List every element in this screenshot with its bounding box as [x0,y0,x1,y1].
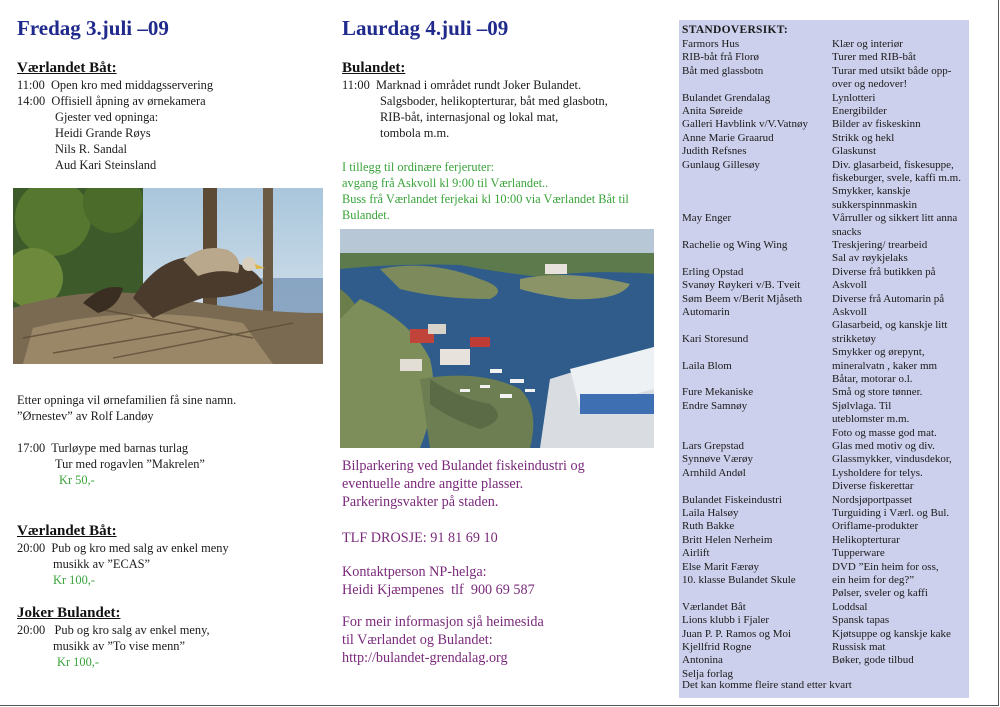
friday-sec2-heading: Værlandet Båt: [17,523,117,539]
stand-description: Smykker, kanskje [832,185,911,198]
eagle-nest-photo [13,188,323,364]
parking-line: Parkeringsvakter på staden. [342,494,499,510]
stand-name: 10. klasse Bulandet Skule [682,574,796,586]
friday-sec2-line: musikk av ”ECAS” [53,557,151,571]
stand-description: Turar med utsikt både opp- [832,64,952,77]
stand-name: Erling Opstad [682,265,744,278]
stand-description: Glaskunst [832,145,876,158]
stand-description: uteblomster m.m. [832,413,910,426]
ferry-info [342,159,629,223]
parking-info [342,457,585,511]
ferry-line: I tillegg til ordinære ferjeruter: [342,160,495,174]
stand-description: fiskeburger, svele, kaffi m.m. [832,172,961,184]
saturday-line: 11:00 Marknad i området rundt Joker Bulandet. [342,78,582,92]
parking-line: eventuelle andre angitte plasser. [342,476,524,492]
walk-line: 17:00 Turløype med barnas turlag [17,441,189,455]
stand-description: Diverse frå Automarin på [832,292,945,305]
friday-sec2-line: 20:00 Pub og kro med salg av enkel meny [17,541,229,555]
stand-description: Strikk og hekl [832,131,895,144]
stand-name: Automarin [682,306,730,318]
stand-description: Glassmykker, vindusdekor, [832,453,952,466]
naming-text: Etter opninga vil ørnefamilien få sine namn. [17,393,237,407]
stand-description: Lynlotteri [832,91,876,104]
stand-description: Foto og masse god mat. [832,426,937,439]
stand-description: Båtar, motorar o.l. [832,373,913,385]
stand-description: Diverse frå butikken på [832,265,936,278]
stand-name: Lars Grepstad [682,440,745,452]
stand-footer: Det kan komme fleire stand etter kvart [682,679,852,691]
saturday-title: Laurdag 4.juli –09 [342,16,509,40]
friday-walk [17,440,205,488]
stand-name: Anne Marie Graarud [682,131,774,144]
stand-name: Else Marit Færøy [682,560,759,573]
contact-line: Heidi Kjæmpenes tlf 900 69 587 [342,582,535,598]
friday-sec3 [17,605,210,670]
stand-description: Turguiding i Værl. og Bul. [832,507,950,519]
more-info [342,613,544,667]
contact-info [342,563,535,599]
saturday-line: RIB-båt, internasjonal og lokal mat, [380,110,559,124]
stand-description: Nordsjøportpasset [832,493,913,506]
friday-sec3-price: Kr 100,- [57,655,99,669]
stand-description: Kjøtsuppe og kanskje kake [832,627,951,640]
stand-name: Fure Mekaniske [682,386,754,399]
stand-name: Endre Samnøy [682,399,748,412]
saturday-column [342,16,662,41]
friday-sec2 [17,523,229,588]
stand-description: Energibilder [832,105,887,117]
stand-description: Pølser, sveler og kaffi [832,587,928,600]
stand-name: Synnøve Værøy [682,453,753,466]
stand-name: Galleri Havblink v/V.Vatnøy [682,118,808,131]
saturday-heading: Bulandet: [342,60,406,76]
stand-description: Diverse fiskerettar [832,480,914,493]
stand-name: Airlift [682,547,710,560]
walk-line: Tur med rogavlen ”Makrelen” [55,457,205,471]
friday-sec3-heading: Joker Bulandet: [17,605,121,621]
stand-name: Lions klubb i Fjaler [682,614,770,627]
stand-name: Antonina [682,654,723,667]
friday-sec1 [17,60,213,173]
stand-description: Sjølvlaga. Til [832,399,892,412]
stand-description: Lysholdere for telys. [832,466,923,479]
saturday-line: tombola m.m. [380,126,450,140]
friday-column [17,16,317,41]
info-line: til Værlandet og Bulandet: [342,632,493,648]
stand-description: Askvoll [832,306,867,318]
ferry-line: Buss frå Værlandet ferjekai kl 10:00 via Værlandet Båt til [342,192,629,206]
stand-name: Kari Storesund [682,332,749,345]
stand-description: Vårruller og sikkert litt anna [832,212,958,225]
stand-description: mineralvatn , kaker mm [832,359,938,372]
website-link[interactable]: http://bulandet-grendalag.org [342,650,508,666]
stand-description: Glas med motiv og div. [832,440,935,452]
stand-description: Russisk mat [832,641,886,653]
naming-text: ”Ørnestev” av Rolf Landøy [17,409,154,423]
stand-description: Oriflame-produkter [832,520,919,533]
stand-description: Bilder av fiskeskinn [832,118,921,131]
stand-description: Smykker og ørepynt, [832,346,925,359]
stand-description: Sal av røykjelaks [832,252,908,265]
info-line: For meir informasjon sjå heimesida [342,614,544,630]
walk-price: Kr 50,- [59,473,95,487]
eagle-nest-illustration [13,188,323,364]
stand-description: Glasarbeid, og kanskje litt [832,319,948,332]
stand-name: Bulandet Grendalag [682,91,771,104]
ferry-line: Bulandet. [342,208,390,222]
stand-description: Spansk tapas [832,614,890,627]
friday-after-photo [17,392,236,424]
friday-sec3-line: musikk av ”To vise menn” [53,639,185,653]
stand-name: Anita Søreide [682,105,743,117]
stand-description: DVD ”Ein heim for oss, [832,560,939,573]
friday-sec1-heading: Værlandet Båt: [17,60,117,76]
stand-description: Bøker, gode tilbud [832,654,914,667]
stand-name: May Enger [682,212,732,225]
stand-description: sukkerspinnmaskin [832,198,917,211]
stand-name: Britt Helen Nerheim [682,533,773,546]
stand-name: Arnhild Andøl [682,466,746,479]
friday-sec1-line: 11:00 Open kro med middagsservering [17,78,214,92]
stand-description: snacks [832,225,862,238]
stand-name: Laila Blom [682,359,732,372]
stand-overview-title: STANDOVERSIKT: [682,24,789,36]
stand-name: Gunlaug Gillesøy [682,158,760,171]
stand-description: Treskjering/ trearbeid [832,239,928,251]
stand-description: ein heim for deg?” [832,574,915,586]
ferry-line: avgang frå Askvoll kl 9:00 til Værlandet.. [342,176,549,190]
stand-description: over og nedover! [832,78,908,91]
stand-name: Ruth Bakke [682,520,735,533]
friday-sec2-price: Kr 100,- [53,573,95,587]
stand-name: Kjellfrid Rogne [682,641,752,653]
friday-sec1-line: 14:00 Offisiell åpning av ørnekamera [17,94,206,108]
stand-description: strikketøy [832,332,876,345]
stand-name: Selja forlag [682,667,734,680]
friday-guest: Aud Kari Steinsland [55,158,157,172]
friday-guest: Heidi Grande Røys [55,126,151,140]
stand-description: Klær og interiør [832,38,903,50]
stand-description: Loddsal [832,600,868,613]
stand-description: Helikopterturar [832,533,900,546]
stand-description: Turer med RIB-båt [832,51,916,64]
stand-name: Værlandet Båt [682,600,746,613]
stand-name: Farmors Hus [682,38,740,50]
stand-name: Laila Halsøy [682,507,739,519]
stand-description: Div. glasarbeid, fiskesuppe, [832,158,954,171]
stand-name: Båt med glassbotn [682,64,764,77]
stand-name: Juan P. P. Ramos og Moi [682,627,792,640]
friday-title: Fredag 3.juli –09 [17,16,169,40]
stand-name: Svanøy Røykeri v/B. Tveit [682,279,801,292]
harbour-aerial-photo [340,229,654,448]
stand-name: Søm Beem v/Berit Mjåseth [682,292,803,305]
friday-guest: Nils R. Sandal [55,142,127,156]
parking-line: Bilparkering ved Bulandet fiskeindustri og [342,458,585,474]
harbour-illustration [340,229,654,448]
taxi-phone: TLF DROSJE: 91 81 69 10 [342,530,498,546]
saturday-bulandet [342,60,608,141]
stand-name: Bulandet Fiskeindustri [682,493,782,506]
stand-description: Små og store tønner. [832,386,923,399]
friday-sec3-line: 20:00 Pub og kro salg av enkel meny, [17,623,210,637]
friday-guests-heading: Gjester ved opninga: [55,110,159,124]
stand-name: RIB-båt frå Florø [682,51,759,64]
stand-name: Rachelie og Wing Wing [682,239,788,251]
contact-line: Kontaktperson NP-helga: [342,564,487,580]
stand-description: Tupperware [832,547,885,560]
saturday-line: Salgsboder, helikopterturar, båt med glasbotn, [380,94,608,108]
stand-description: Askvoll [832,279,867,292]
stand-name: Judith Refsnes [682,145,747,158]
